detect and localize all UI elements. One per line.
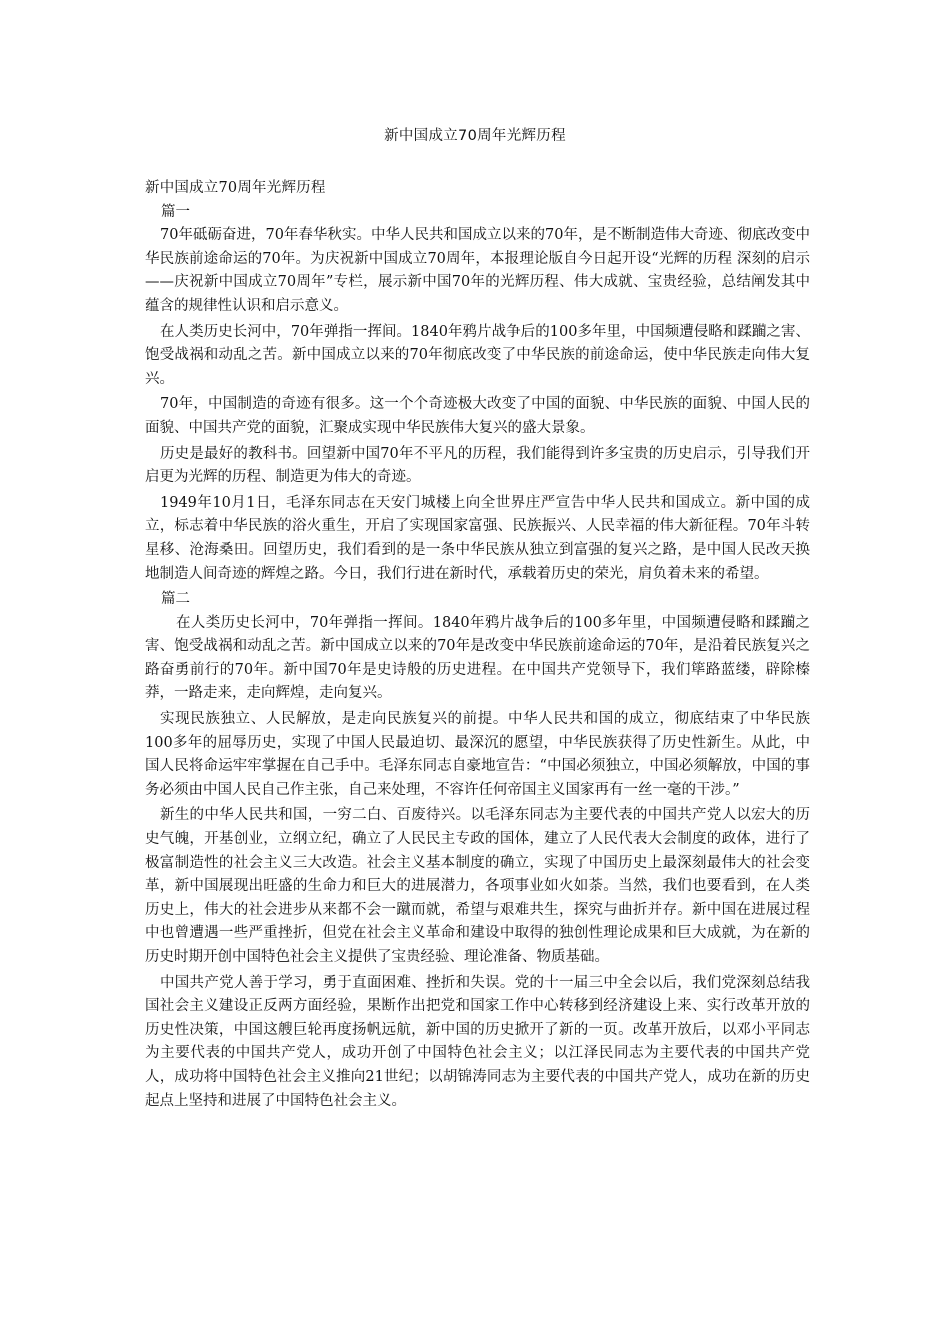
paragraph: 历史是最好的教科书。回望新中国70年不平凡的历程，我们能得到许多宝贵的历史启示，引导我们开启更为光辉的历程、制造更为伟大的奇迹。: [145, 445, 810, 486]
paragraph: 实现民族独立、人民解放，是走向民族复兴的前提。中华人民共和国的成立，彻底结束了中华民族100多年的屈辱历史，实现了中国人民最迫切、最深沉的愿望，中华民族获得了历史性新生。从此，中国人民将命运牢牢掌握在自己手中。毛泽东同志自豪地宣告：“中国必须独立，中国必须解放，中国的事务必须由中国人民自己作主张，自己来处理，不容许任何帝国主义国家再有一丝一毫的干涉。”: [145, 711, 810, 798]
paragraph: 在人类历史长河中，70年弹指一挥间。1840年鸦片战争后的100多年里，中国频遭侵略和蹂躏之害、饱受战祸和动乱之苦。新中国成立以来的70年彻底改变了中华民族的前途命运，使中华民族走向伟大复兴。: [145, 323, 810, 387]
document-title: 新中国成立70周年光辉历程: [384, 128, 566, 144]
document-body: [145, 177, 810, 1115]
paragraph: 中国共产党人善于学习，勇于直面困难、挫折和失误。党的十一届三中全会以后，我们党深刻总结我国社会主义建设正反两方面经验，果断作出把党和国家工作中心转移到经济建设上来、实行改革开放的历史性决策，中国这艘巨轮再度扬帆远航，新中国的历史掀开了新的一页。改革开放后，以邓小平同志为主要代表的中国共产党人，成功开创了中国特色社会主义；以江泽民同志为主要代表的中国共产党人，成功将中国特色社会主义推向21世纪；以胡锦涛同志为主要代表的中国共产党人，成功在新的历史起点上坚持和进展了中国特色社会主义。: [145, 974, 810, 1109]
paragraph: 新生的中华人民共和国，一穷二白、百废待兴。以毛泽东同志为主要代表的中国共产党人以宏大的历史气魄，开基创业，立纲立纪，确立了人民民主专政的国体，建立了人民代表大会制度的政体，进行了极富制造性的社会主义三大改造。社会主义基本制度的确立，实现了中国历史上最深刻最伟大的社会变革，新中国展现出旺盛的生命力和巨大的进展潜力，各项事业如火如荼。当然，我们也要看到，在人类历史上，伟大的社会进步从来都不会一蹴而就，希望与艰难共生，探究与曲折并存。新中国在进展过程中也曾遭遇一些严重挫折，但党在社会主义革命和建设中取得的独创性理论成果和巨大成就，为在新的历史时期开创中国特色社会主义提供了宝贵经验、理论准备、物质基础。: [145, 807, 810, 965]
paragraph: 70年砥砺奋进，70年春华秋实。中华人民共和国成立以来的70年，是不断制造伟大奇迹、彻底改变中华民族前途命运的70年。为庆祝新中国成立70周年，本报理论版自今日起开设“光辉的历程 深刻的启示——庆祝新中国成立70周年”专栏，展示新中国70年的光辉历程、伟大成就、宝贵经验，总结阐发其中蕴含的规律性认识和启示意义。: [145, 227, 810, 314]
section-label-1: 篇一: [161, 203, 190, 220]
paragraph: 在人类历史长河中，70年弹指一挥间。1840年鸦片战争后的100多年里，中国频遭侵略和蹂躏之害、饱受战祸和动乱之苦。新中国成立以来的70年是改变中华民族前途命运的70年，是沿着民族复兴之路奋勇前行的70年。新中国70年是史诗般的历史进程。在中国共产党领导下，我们筚路蓝缕，辟除榛莽，一路走来，走向辉煌，走向复兴。: [145, 614, 810, 702]
paragraph: 70年，中国制造的奇迹有很多。这一个个奇迹极大改变了中国的面貌、中华民族的面貌、中国人民的面貌、中国共产党的面貌，汇聚成实现中华民族伟大复兴的盛大景象。: [145, 396, 810, 436]
section-label-2: 篇二: [161, 591, 190, 608]
document-subtitle: 新中国成立70周年光辉历程: [145, 180, 326, 196]
paragraph: 1949年10月1日，毛泽东同志在天安门城楼上向全世界庄严宣告中华人民共和国成立。新中国的成立，标志着中华民族的浴火重生，开启了实现国家富强、民族振兴、人民幸福的伟大新征程。70年斗转星移、沧海桑田。回望历史，我们看到的是一条中华民族从独立到富强的复兴之路，是中国人民改天换地制造人间奇迹的辉煌之路。今日，我们行进在新时代，承载着历史的荣光，肩负着未来的希望。: [145, 494, 810, 582]
